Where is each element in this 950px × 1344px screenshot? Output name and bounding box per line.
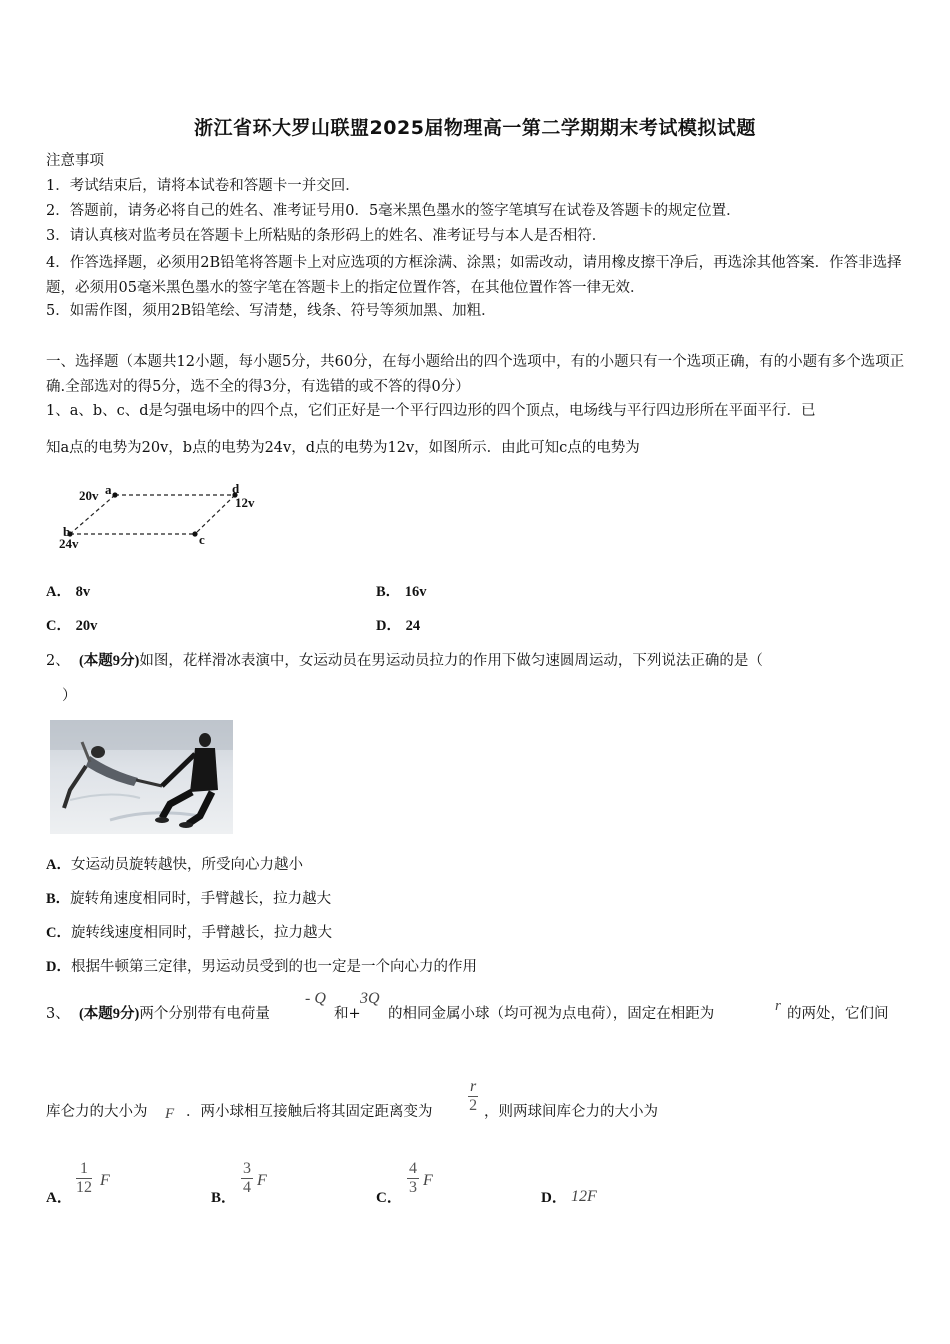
label-b-value: 24v: [59, 536, 79, 551]
q3-text-3: 的相同金属小球（均可视为点电荷），固定在相距为: [388, 1006, 715, 1022]
point-c: [192, 531, 197, 536]
figure-skating-photo: [50, 720, 233, 834]
notice-item-2: 2．答题前，请务必将自己的姓名、准考证号用0．5毫米黑色墨水的签字笔填写在试卷及答题卡的规定位置．: [46, 203, 741, 219]
option-letter: A．: [46, 1190, 72, 1206]
label-a: a: [105, 482, 112, 497]
q3-text-2: 和+: [334, 1006, 361, 1022]
option-letter: B．: [211, 1190, 237, 1206]
q3-score: (本题9分): [78, 1006, 140, 1022]
option-letter: D．: [541, 1190, 567, 1206]
option-var: F: [257, 1172, 267, 1189]
option-text: 12F: [571, 1188, 597, 1205]
notice-item-4: 4．作答选择题，必须用2B铅笔将答题卡上对应选项的方框涂满、涂黑；如需改动，请用橡皮擦干净后，再选涂其他答案．作答非选择题，必须用05毫米黑色墨水的签字笔在答题卡上的指定位置作答，在其他位置作答一律无效．: [46, 255, 902, 296]
frac-num: r: [470, 1078, 477, 1095]
option-letter: B．: [46, 891, 71, 907]
q3-stem-line1: [46, 1004, 270, 1024]
notice-heading: 注意事项: [46, 153, 104, 169]
page-title: 浙江省环大罗山联盟2025届物理高一第二学期期末考试模拟试题: [194, 117, 756, 139]
q2-number: 2、: [46, 653, 70, 669]
q1-option-d[interactable]: [376, 616, 420, 636]
option-text: 24: [405, 618, 421, 634]
q2-option-a[interactable]: [46, 855, 303, 875]
option-text: 16v: [404, 584, 427, 600]
q2-stem-text: 如图，花样滑冰表演中，女运动员在男运动员拉力的作用下做匀速圆周运动，下列说法正确的是（: [139, 653, 763, 669]
q3-new-distance: [468, 1078, 478, 1115]
male-head: [199, 733, 211, 747]
q3-text-5: 库仑力的大小为: [46, 1104, 148, 1120]
q1-parallelogram-figure: [50, 480, 270, 555]
label-c: c: [199, 532, 205, 547]
notice-item-5: 5．如需作图，须用2B铅笔绘、写清楚，线条、符号等须加黑、加粗．: [46, 303, 496, 319]
notice-item-3: 3．请认真核对监考员在答题卡上所粘贴的条形码上的姓名、准考证号与本人是否相符．: [46, 228, 607, 244]
female-head: [91, 746, 105, 758]
option-text: 20v: [75, 618, 98, 634]
label-d-value: 12v: [235, 495, 255, 510]
q3-text-1: 两个分别带有电荷量: [139, 1006, 270, 1022]
q2-stem: [46, 651, 763, 671]
q2-score: (本题9分): [78, 653, 140, 669]
q2-option-d[interactable]: [46, 957, 477, 977]
q1-stem-line1: 1、a、b、c、d是匀强电场中的四个点，它们正好是一个平行四边形的四个顶点，电场线与平行四边形所在平面平行．已: [46, 403, 816, 419]
option-letter: A．: [46, 584, 71, 600]
q3-text-7: ，则两球间库仑力的大小为: [484, 1104, 658, 1120]
q3-text-4: 的两处，它们间: [787, 1006, 889, 1022]
q2-stem-end: ）: [62, 688, 77, 704]
label-d: d: [232, 481, 240, 496]
option-letter: D．: [376, 618, 401, 634]
section-header: 一、选择题（本题共12小题，每小题5分，共60分，在每小题给出的四个选项中，有的小题只有一个选项正确，有的小题有多个选项正确.全部选对的得5分，选不全的得3分，有选错的或不答的得0分）: [46, 354, 905, 395]
q2-option-b[interactable]: [46, 889, 331, 909]
frac-den: 4: [243, 1179, 251, 1196]
option-text: 旋转角速度相同时，手臂越长，拉力越大: [70, 891, 332, 907]
frac-den: 2: [469, 1097, 478, 1114]
q1-option-c[interactable]: [46, 616, 97, 636]
label-b: b: [63, 524, 71, 539]
q3-charge-1: - Q: [305, 990, 326, 1007]
q3-number: 3、: [46, 1006, 70, 1022]
option-var: F: [423, 1172, 433, 1189]
frac-num: 1: [76, 1160, 92, 1179]
option-letter: C．: [46, 925, 71, 941]
q1-option-b[interactable]: [376, 582, 427, 602]
notice-item-1: 1．考试结束后，请将本试卷和答题卡一并交回．: [46, 178, 360, 194]
frac-den: 12: [76, 1179, 92, 1196]
q1-option-a[interactable]: [46, 582, 90, 602]
q1-stem-line2: 知a点的电势为20v，b点的电势为24v，d点的电势为12v，如图所示．由此可知c点的电势为: [46, 440, 640, 456]
frac-num: 4: [409, 1160, 417, 1177]
option-letter: C．: [376, 1190, 402, 1206]
option-letter: C．: [46, 618, 71, 634]
edge-dc: [195, 495, 235, 534]
option-letter: A．: [46, 857, 71, 873]
option-letter: B．: [376, 584, 401, 600]
point-a: [112, 492, 117, 497]
q3-distance: r: [775, 998, 781, 1014]
frac-num: 3: [243, 1160, 251, 1177]
q2-option-c[interactable]: [46, 923, 332, 943]
q3-force: F: [165, 1106, 175, 1122]
option-text: 根据牛顿第三定律，男运动员受到的也一定是一个向心力的作用: [70, 959, 477, 975]
label-a-value: 20v: [79, 488, 99, 503]
option-text: 女运动员旋转越快，所受向心力越小: [70, 857, 303, 873]
option-var: F: [100, 1172, 110, 1189]
q3-text-6: ．两小球相互接触后将其固定距离变为: [186, 1104, 433, 1120]
q3-charge-2: 3Q: [360, 990, 380, 1007]
option-text: 8v: [75, 584, 91, 600]
option-text: 旋转线速度相同时，手臂越长，拉力越大: [70, 925, 332, 941]
frac-den: 3: [409, 1179, 417, 1196]
option-letter: D．: [46, 959, 71, 975]
